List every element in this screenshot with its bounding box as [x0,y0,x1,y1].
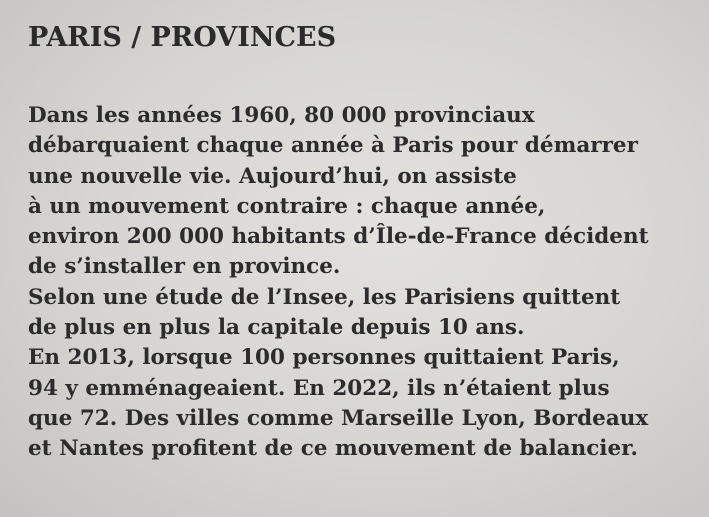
text-line: débarquaient chaque année à Paris pour démarrer [28,133,638,159]
text-line: Dans les années 1960, 80 000 provinciaux [28,103,535,128]
panel-body-text [28,101,698,465]
text-line: En 2013, lorsque 100 personnes quittaient Paris, [28,345,620,371]
text-line: de s’installer en province. [28,254,341,280]
text-line: une nouvelle vie. Aujourd’hui, on assiste [28,163,517,189]
text-line: Selon une étude de l’Insee, les Parisiens quittent [28,284,621,310]
text-line: 94 y emménageaient. En 2022, ils n’étaient plus [28,375,610,401]
panel-title: PARIS / PROVINCES [28,22,337,53]
text-line: environ 200 000 habitants d’Île-de-France décident [28,224,649,250]
text-line: que 72. Des villes comme Marseille Lyon, Bordeaux [28,405,649,431]
text-line: à un mouvement contraire : chaque année, [28,193,546,219]
text-line: de plus en plus la capitale depuis 10 ans. [28,315,525,341]
text-line: et Nantes profitent de ce mouvement de balancier. [28,436,638,462]
